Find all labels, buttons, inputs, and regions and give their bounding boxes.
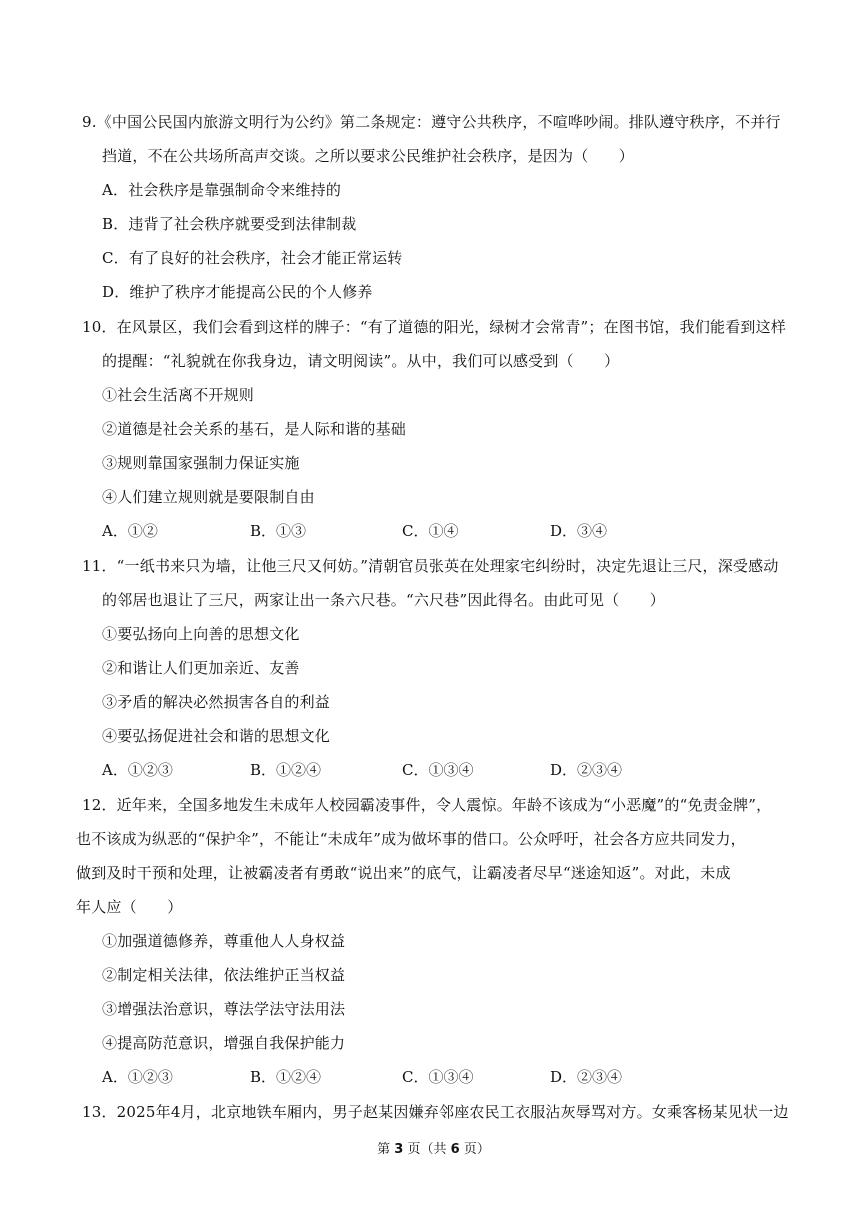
q9-option-b: B．违背了社会秩序就要受到法律制裁	[102, 215, 357, 233]
q12-option-d: D．②③④	[550, 1068, 623, 1086]
q9-stem-line1: 9.《中国公民国内旅游文明行为公约》第二条规定：遵守公共秩序，不喧哗吵闹。排队遵守秩序，不并行	[82, 113, 781, 131]
q10-option-a: A．①②	[102, 522, 158, 540]
q12-option-c: C．①③④	[402, 1068, 474, 1086]
q12-statement-1: ①加强道德修养，尊重他人人身权益	[102, 932, 346, 950]
page-footer	[0, 1138, 867, 1157]
q12-stem-line3: 做到及时干预和处理，让被霸凌者有勇敢“说出来”的底气，让霸凌者尽早“迷途知返”。对此，未成	[76, 864, 731, 882]
q10-statement-2: ②道德是社会关系的基石，是人际和谐的基础	[102, 420, 407, 438]
q12-statement-2: ②制定相关法律，依法维护正当权益	[102, 966, 346, 984]
q10-option-b: B．①③	[250, 522, 307, 540]
q9-option-c: C．有了良好的社会秩序，社会才能正常运转	[102, 249, 403, 267]
q13-stem-line1: 13．2025年4月，北京地铁车厢内，男子赵某因嫌弃邻座农民工衣服沾灰辱骂对方。女乘客杨某见状一边	[82, 1103, 789, 1121]
q9-option-a: A．社会秩序是靠强制命令来维持的	[102, 181, 342, 199]
footer-middle: 页（共	[407, 1142, 447, 1157]
q12-statement-4: ④提高防范意识，增强自我保护能力	[102, 1034, 346, 1052]
q10-option-c: C．①④	[402, 522, 459, 540]
q10-statement-1: ①社会生活离不开规则	[102, 386, 255, 404]
q10-option-d: D．③④	[550, 522, 608, 540]
q10-stem-line2: 的提醒：“礼貌就在你我身边，请文明阅读”。从中，我们可以感受到（ ）	[102, 352, 620, 370]
q11-stem-line2: 的邻居也退让了三尺，两家让出一条六尺巷。“六尺巷”因此得名。由此可见（ ）	[102, 591, 665, 609]
footer-suffix: 页）	[463, 1142, 490, 1157]
footer-page-number: 3	[394, 1142, 404, 1157]
q11-statement-1: ①要弘扬向上向善的思想文化	[102, 625, 300, 643]
q11-option-c: C．①③④	[402, 761, 474, 779]
q10-statement-3: ③规则靠国家强制力保证实施	[102, 454, 300, 472]
q11-option-a: A．①②③	[102, 761, 173, 779]
q12-statement-3: ③增强法治意识，尊法学法守法用法	[102, 1000, 346, 1018]
q12-stem-line1: 12．近年来，全国多地发生未成年人校园霸凌事件，令人震惊。年龄不该成为“小恶魔”的“免责金牌”，	[82, 796, 772, 814]
q11-option-b: B．①②④	[250, 761, 322, 779]
q11-statement-4: ④要弘扬促进社会和谐的思想文化	[102, 727, 331, 745]
q11-option-d: D．②③④	[550, 761, 623, 779]
q11-statement-3: ③矛盾的解决必然损害各自的利益	[102, 693, 331, 711]
q9-stem-line2: 挡道，不在公共场所高声交谈。之所以要求公民维护社会秩序，是因为（ ）	[102, 147, 635, 165]
q10-statement-4: ④人们建立规则就是要限制自由	[102, 488, 315, 506]
q10-stem-line1: 10．在风景区，我们会看到这样的牌子：“有了道德的阳光，绿树才会常青”；在图书馆，我们能看到这样	[82, 318, 787, 336]
footer-total-pages: 6	[450, 1142, 460, 1157]
q9-option-d: D．维护了秩序才能提高公民的个人修养	[102, 283, 373, 301]
q12-stem-line4: 年人应（ ）	[76, 898, 183, 916]
q12-option-b: B．①②④	[250, 1068, 322, 1086]
q11-statement-2: ②和谐让人们更加亲近、友善	[102, 659, 300, 677]
q11-stem-line1: 11．“一纸书来只为墙，让他三尺又何妨。”清朝官员张英在处理家宅纠纷时，决定先退让三尺，深受感动	[82, 557, 779, 575]
q12-option-a: A．①②③	[102, 1068, 173, 1086]
footer-prefix: 第	[377, 1142, 391, 1157]
q12-stem-line2: 也不该成为纵恶的“保护伞”，不能让“未成年”成为做坏事的借口。公众呼吁，社会各方应共同发力，	[76, 830, 746, 848]
